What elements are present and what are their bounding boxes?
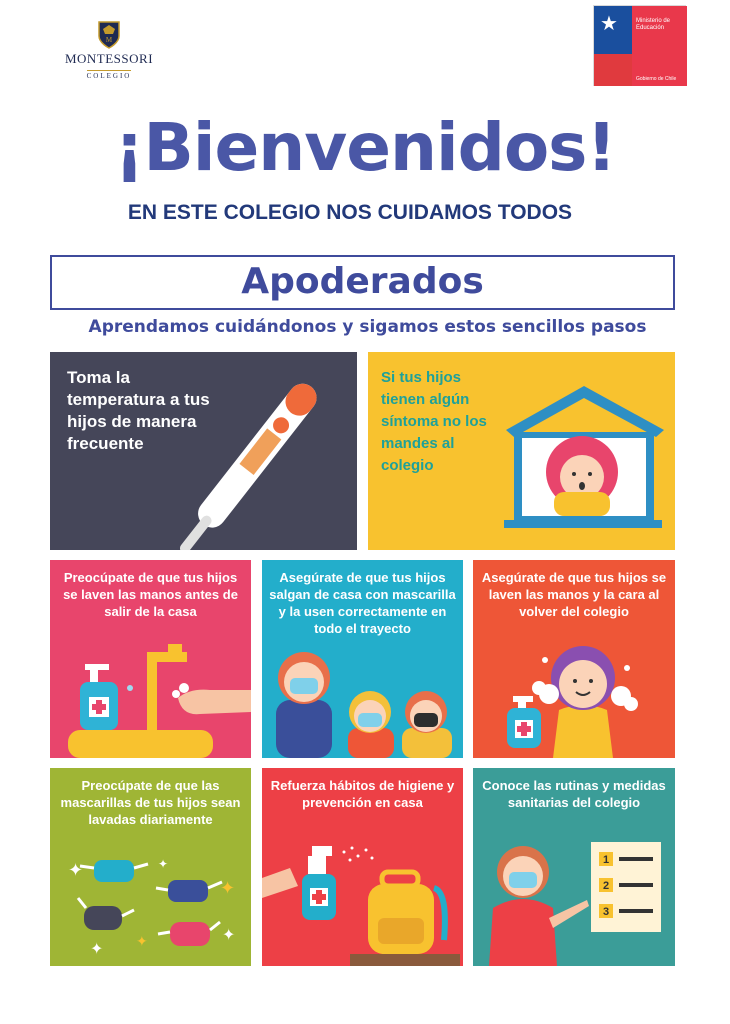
svg-text:✦: ✦ [220, 878, 236, 898]
school-logo [62, 20, 156, 80]
audience-box: Apoderados [50, 255, 675, 310]
school-subtitle: COLEGIO [86, 72, 132, 80]
card-text: Refuerza hábitos de higiene y prevención en casa [270, 778, 455, 810]
svg-text:M: M [105, 36, 113, 44]
card-routines [473, 768, 675, 966]
checklist-number: 3 [602, 906, 610, 918]
lead-text: Aprendamos cuidándonos y sigamos estos sencillos pasos [88, 317, 647, 337]
ministry-logo [593, 5, 686, 86]
card-text: Asegúrate de que tus hijos se laven las manos y la cara al volver del colegio [481, 570, 667, 619]
page-subtitle: EN ESTE COLEGIO NOS CUIDAMOS TODOS [127, 201, 573, 224]
card-text: Conoce las rutinas y medidas sanitarias del colegio [482, 778, 666, 810]
card-symptoms [368, 352, 675, 550]
svg-text:✦: ✦ [158, 857, 169, 871]
ministry-red-block [594, 54, 632, 86]
card-temperature [50, 352, 357, 550]
card-text: Asegúrate de que tus hijos salgan de casa con mascarilla y la usen correctamente en todo el trayecto [269, 570, 456, 636]
checklist-number: 2 [602, 880, 610, 892]
crest-icon [96, 20, 122, 50]
card-text: Toma la temperatura a tus hijos de manera frecuente [67, 368, 210, 453]
card-hygiene [262, 768, 463, 966]
card-facewash [473, 560, 675, 758]
checklist-number: 1 [602, 854, 610, 866]
svg-text:✦: ✦ [90, 941, 104, 958]
school-name: MONTESSORI [64, 51, 154, 66]
page-title: ¡Bienvenidos! [114, 109, 616, 186]
government-name: Gobierno de Chile [636, 76, 677, 82]
card-text: Preocúpate de que tus hijos se laven las manos antes de salir de la casa [63, 570, 238, 619]
card-text: Preocúpate de que las mascarillas de tus hijos sean lavadas diariamente [60, 778, 241, 827]
star-icon: ★ [600, 13, 618, 35]
ministry-name: Ministerio de Educación [636, 18, 671, 31]
svg-text:✦: ✦ [222, 927, 236, 944]
svg-text:✦: ✦ [68, 860, 84, 880]
card-mask-wash [50, 768, 251, 966]
svg-text:✦: ✦ [136, 933, 148, 949]
card-handwash [50, 560, 251, 758]
card-text: Si tus hijos tienen algún síntoma no los mandes al colegio [381, 369, 487, 474]
card-masks [262, 560, 463, 758]
